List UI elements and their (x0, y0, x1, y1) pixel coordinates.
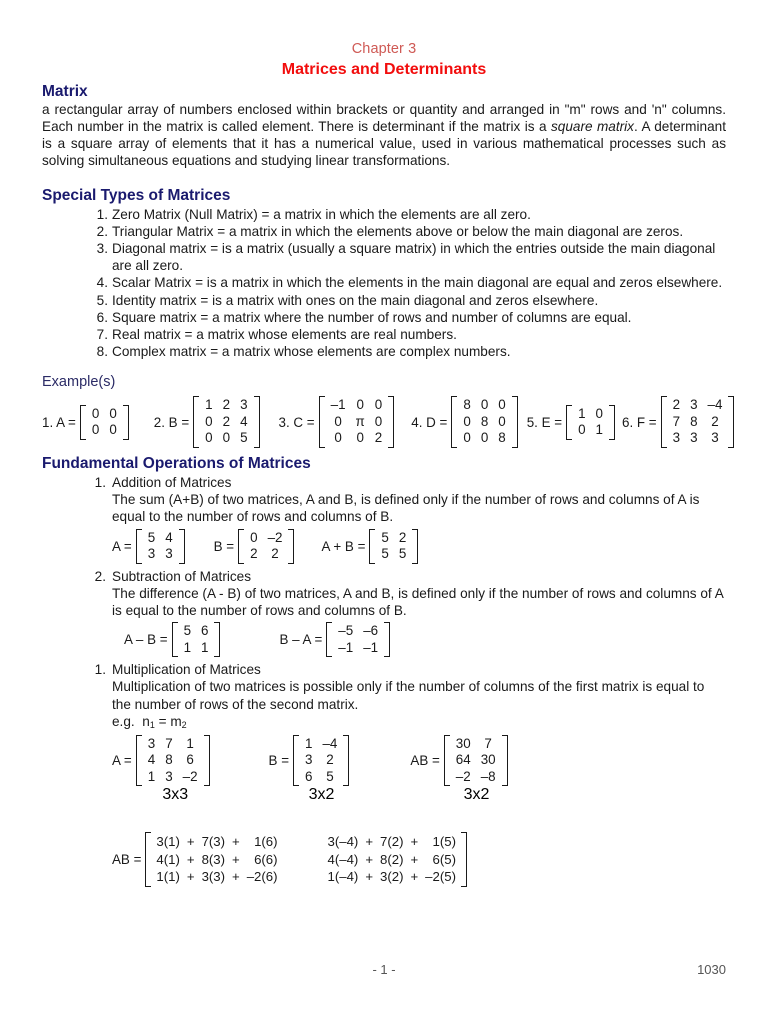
matrix-row (333, 623, 383, 640)
matrix-cell: 3 (690, 397, 698, 413)
matrix-definition-part2: . A determinant is a square array of elements that it has a numerical value, used in various mathematical processes such as solving simultaneous equations and studying linear transformations. (42, 118, 726, 168)
matrix-cell: 3 (147, 546, 156, 562)
matrix-row (200, 430, 252, 447)
list-item-number: 1. (96, 206, 108, 222)
list-item (90, 274, 726, 291)
list-item-number: 2. (96, 223, 108, 239)
matrix-cell: 0 (356, 397, 364, 413)
page-number: - 1 - (372, 962, 396, 977)
list-item-number: 5. (96, 292, 108, 308)
plus-operator: + (365, 851, 374, 867)
matrix-row (300, 769, 342, 786)
matrix-bracket (145, 832, 467, 887)
matrix-grid (143, 736, 203, 786)
matrix-cell: 2 (672, 397, 681, 413)
matrix-row (458, 414, 510, 431)
matrix-cell: 0 (463, 430, 471, 446)
operation-subtraction-title (42, 568, 726, 585)
matrix-cell: 5 (183, 623, 192, 639)
list-item-label: Complex matrix = a matrix whose elements are complex numbers. (112, 344, 511, 360)
plus-operator: + (365, 834, 374, 850)
operation-number: 1. (94, 474, 106, 490)
matrix-cell: –5 (338, 623, 354, 639)
matrix-row (200, 397, 252, 414)
matrix-cell: 7 (165, 735, 173, 751)
list-item-label: Zero Matrix (Null Matrix) = a matrix in which the elements are all zero. (112, 206, 531, 222)
matrix-cell: 4 (240, 413, 248, 429)
matrix-cell: 6(5) (432, 851, 456, 867)
matrix-cell: 6(6) (254, 851, 278, 867)
matrix-cell: 1(6) (254, 834, 278, 850)
list-item (90, 206, 726, 223)
matrix-grid (333, 623, 383, 656)
example-matrix-D (411, 396, 518, 448)
matrix-cell: 1 (201, 639, 209, 655)
matrix-row (376, 546, 411, 563)
matrix-cell: 2 (222, 413, 231, 429)
matrix-grid (87, 406, 122, 439)
matrix-cell: 0 (480, 397, 489, 413)
example-matrix-B (154, 396, 261, 448)
plus-operator: + (365, 869, 374, 885)
matrix-cell: 1 (147, 768, 156, 784)
matrix-cell: 1 (183, 639, 192, 655)
matrix-bracket (136, 529, 185, 564)
multiplication-matrix-AB (410, 735, 508, 787)
multiplication-matrix-B-group (269, 735, 351, 805)
list-item-label: Real matrix = a matrix whose elements are real numbers. (112, 327, 457, 343)
example-matrix-F-label: 6. F = (622, 414, 657, 430)
matrix-cell: 1 (578, 405, 586, 421)
eg-m-subscript: 2 (181, 719, 187, 730)
matrix-grid (143, 530, 178, 563)
list-item (90, 326, 726, 343)
matrix-cell: 0 (205, 413, 213, 429)
matrix-cell: –2 (455, 768, 471, 784)
plus-operator: + (410, 869, 419, 885)
matrix-row (668, 397, 728, 414)
example-matrix-D-label: 4. D = (411, 414, 448, 430)
matrix-cell: 4(–4) (327, 851, 359, 867)
list-item-number: 7. (96, 327, 108, 343)
matrix-cell: 7 (484, 735, 492, 751)
list-item (90, 309, 726, 326)
plus-operator: + (410, 834, 419, 850)
matrix-row (573, 406, 608, 423)
eg-m: m (170, 713, 182, 729)
matrix-row (179, 623, 214, 640)
example-matrix-A-label: 1. A = (42, 414, 76, 430)
matrix-row (245, 530, 287, 547)
matrix-row (87, 422, 122, 439)
special-types-list (42, 206, 726, 361)
matrix-cell: 2 (222, 397, 231, 413)
addition-matrix-sum (321, 529, 419, 564)
list-item (90, 223, 726, 240)
matrix-cell: 0 (91, 422, 100, 438)
matrix-cell: 3(–4) (327, 834, 359, 850)
matrix-cell: 0 (595, 405, 603, 421)
list-item-number: 8. (96, 344, 108, 360)
matrix-cell: 0 (250, 529, 258, 545)
matrix-row (143, 736, 203, 753)
matrix-grid (573, 406, 608, 439)
plus-operator: + (186, 869, 195, 885)
matrix-cell: –2 (182, 768, 198, 784)
column-gap (282, 833, 324, 851)
multiplication-expansion-label: AB = (112, 852, 142, 868)
matrix-row (458, 397, 510, 414)
page-content (42, 40, 726, 887)
matrix-cell: –1 (363, 639, 379, 655)
list-item-label: Square matrix = a matrix where the number of rows and number of columns are equal. (112, 309, 632, 325)
matrix-cell: 8(2) (380, 851, 404, 867)
operation-addition-description: The sum (A+B) of two matrices, A and B, is defined only if the number of rows and columns of A is equal to the number of rows and columns of B. (112, 492, 700, 525)
matrix-cell: 4(1) (156, 851, 180, 867)
matrix-cell: 5 (398, 546, 407, 562)
matrix-bracket (326, 622, 390, 657)
subtraction-matrix-row (42, 622, 726, 657)
matrix-cell: –4 (322, 735, 338, 751)
matrix-bracket (172, 622, 221, 657)
matrix-row (326, 397, 388, 414)
matrix-cell: 30 (480, 752, 496, 768)
matrix-cell: 0 (334, 413, 342, 429)
matrix-row (152, 868, 460, 886)
list-item-number: 4. (96, 275, 108, 291)
multiplication-matrix-AB-label: AB = (410, 753, 440, 769)
section-heading-operations: Fundamental Operations of Matrices (42, 454, 311, 472)
examples-matrix-row (42, 396, 726, 448)
matrix-row (376, 530, 411, 547)
operation-title-label: Addition of Matrices (112, 474, 232, 490)
matrix-grid (458, 397, 510, 447)
matrix-cell: 0 (374, 397, 383, 413)
matrix-cell: 7(3) (201, 834, 226, 850)
matrix-row (152, 833, 460, 851)
matrix-row (143, 546, 178, 563)
multiplication-matrix-B-dimension: 3x2 (308, 786, 335, 804)
eg-n-subscript: 1 (149, 719, 155, 730)
matrix-cell: 2 (398, 529, 407, 545)
matrix-cell: 6 (186, 752, 194, 768)
eg-prefix: e.g. (112, 713, 135, 729)
multiplication-matrix-A-group (112, 735, 211, 805)
matrix-grid (152, 833, 460, 886)
multiplication-expansion (112, 832, 468, 887)
matrix-cell: 2 (374, 430, 383, 446)
matrix-row (458, 430, 510, 447)
matrix-cell: 1 (186, 735, 194, 751)
matrix-cell: –8 (480, 768, 496, 784)
subtraction-matrix-BA (279, 622, 391, 657)
matrix-cell: 3 (672, 430, 681, 446)
matrix-row (143, 752, 203, 769)
matrix-cell: 3 (165, 768, 173, 784)
page-footer (42, 962, 726, 982)
example-matrix-E (527, 405, 616, 440)
footer-code: 1030 (697, 962, 726, 977)
matrix-bracket (369, 529, 418, 564)
subtraction-matrix-AB (124, 622, 221, 657)
section-heading-special-types: Special Types of Matrices (42, 186, 231, 204)
matrix-row (451, 752, 501, 769)
matrix-cell: 8 (498, 430, 506, 446)
matrix-cell: 4 (165, 529, 173, 545)
list-item-number: 6. (96, 309, 108, 325)
matrix-definition-paragraph (42, 102, 726, 170)
subtraction-matrix-BA-label: B – A = (279, 632, 323, 648)
matrix-cell: 8 (165, 752, 173, 768)
column-gap (282, 851, 324, 869)
matrix-bracket (444, 735, 508, 787)
matrix-cell: 5 (240, 430, 248, 446)
matrix-grid (668, 397, 728, 447)
matrix-cell: 3 (165, 546, 173, 562)
matrix-row (152, 851, 460, 869)
matrix-cell: 8 (480, 413, 489, 429)
plus-operator: + (186, 834, 195, 850)
operation-number: 2. (94, 568, 106, 584)
plus-operator: + (410, 851, 419, 867)
matrix-cell: 5 (381, 529, 389, 545)
matrix-cell: 1(1) (156, 869, 180, 885)
matrix-row (326, 414, 388, 431)
matrix-row (200, 414, 252, 431)
matrix-bracket (319, 396, 395, 448)
addition-matrix-A (112, 529, 186, 564)
matrix-cell: 0 (205, 430, 213, 446)
list-item-label: Diagonal matrix = is a matrix (usually a square matrix) in which the entries outside the main diagonal are all zero. (112, 241, 716, 274)
eg-equals: = (158, 713, 167, 729)
matrix-cell: 1(–4) (327, 869, 359, 885)
matrix-cell: 3(3) (201, 869, 226, 885)
example-matrix-C-label: 3. C = (278, 414, 315, 430)
matrix-cell: 2 (711, 413, 719, 429)
operation-multiplication-example-note (42, 713, 726, 732)
matrix-bracket (136, 735, 210, 787)
matrix-row (300, 752, 342, 769)
matrix-cell: 8 (463, 397, 471, 413)
matrix-cell: 0 (91, 405, 100, 421)
example-matrix-B-label: 2. B = (153, 414, 190, 430)
plus-operator: + (186, 851, 195, 867)
matrix-row (245, 546, 287, 563)
matrix-grid (179, 623, 214, 656)
matrix-cell: 6 (305, 768, 313, 784)
matrix-grid (245, 530, 287, 563)
matrix-cell: 0 (334, 430, 342, 446)
operation-multiplication-title (42, 661, 726, 678)
matrix-cell: 0 (356, 430, 364, 446)
multiplication-matrix-A (112, 735, 211, 787)
matrix-cell: 0 (109, 405, 117, 421)
matrix-row (573, 422, 608, 439)
matrix-cell: 1(5) (432, 834, 456, 850)
operation-title-label: Multiplication of Matrices (112, 662, 261, 678)
matrix-cell: –4 (707, 397, 723, 413)
matrix-row (451, 736, 501, 753)
matrix-cell: 1 (595, 422, 603, 438)
list-item-label: Triangular Matrix = a matrix in which the elements above or below the main diagonal are zeros. (112, 223, 684, 239)
matrix-cell: 7 (672, 413, 681, 429)
matrix-cell: 0 (480, 430, 489, 446)
matrix-cell: 0 (498, 397, 506, 413)
multiplication-matrix-B-label: B = (268, 753, 290, 769)
matrix-grid (200, 397, 252, 447)
column-gap (282, 868, 324, 886)
example-matrix-F (622, 396, 735, 448)
matrix-cell: 1 (205, 397, 213, 413)
operation-subtraction-description: The difference (A - B) of two matrices, A and B, is defined only if the number of rows and columns of A is equal to the number of rows and columns of B. (112, 585, 724, 618)
matrix-cell: 3 (690, 430, 698, 446)
matrix-cell: 3 (240, 397, 248, 413)
matrix-cell: 6 (201, 623, 209, 639)
addition-matrix-B-label: B = (213, 538, 235, 554)
multiplication-expansion-row (42, 832, 726, 887)
matrix-definition-italic: square matrix (550, 118, 634, 134)
section-heading-matrix: Matrix (42, 83, 88, 100)
matrix-cell: 4 (147, 752, 156, 768)
matrix-cell: 3 (711, 430, 719, 446)
matrix-bracket (238, 529, 294, 564)
list-item (90, 240, 726, 274)
addition-matrix-B (214, 529, 296, 564)
multiplication-matrix-A-label: A = (112, 753, 132, 769)
matrix-bracket (193, 396, 259, 448)
matrix-cell: 0 (374, 413, 383, 429)
plus-operator: + (232, 851, 240, 867)
matrix-cell: 0 (222, 430, 231, 446)
matrix-cell: 8(3) (201, 851, 226, 867)
operation-addition-title (42, 474, 726, 491)
multiplication-matrix-row (42, 735, 726, 805)
chapter-label: Chapter 3 (351, 41, 417, 57)
list-item-label: Identity matrix = is a matrix with ones on the main diagonal and zeros elsewhere. (112, 292, 599, 308)
list-item-number: 3. (96, 241, 108, 257)
matrix-row (451, 769, 501, 786)
matrix-grid (376, 530, 411, 563)
matrix-row (333, 640, 383, 657)
matrix-cell: 5 (381, 546, 389, 562)
matrix-row (326, 430, 388, 447)
matrix-row (143, 769, 203, 786)
multiplication-matrix-AB-group (410, 735, 508, 805)
matrix-bracket (661, 396, 735, 448)
matrix-cell: 0 (578, 422, 586, 438)
matrix-cell: –2(6) (246, 869, 278, 885)
matrix-cell: 8 (690, 413, 698, 429)
matrix-bracket (451, 396, 517, 448)
matrix-definition-part1: a rectangular array of numbers enclosed within brackets or quantity and arranged in "m" rows and 'n" columns. Each number in the matrix is called element. There is determinant if the matrix is a (42, 102, 726, 134)
plus-operator: + (232, 834, 240, 850)
matrix-cell: 64 (455, 752, 471, 768)
matrix-cell: 2 (271, 546, 279, 562)
addition-matrix-row (42, 529, 726, 564)
matrix-row (143, 530, 178, 547)
matrix-grid (326, 397, 388, 447)
operation-multiplication-description: Multiplication of two matrices is possible only if the number of columns of the first matrix is equal to the number of rows of the second matrix. (112, 679, 705, 712)
multiplication-matrix-AB-dimension: 3x2 (463, 786, 490, 804)
matrix-cell: 30 (455, 735, 471, 751)
matrix-cell: 0 (463, 413, 471, 429)
matrix-cell: 0 (109, 422, 117, 438)
matrix-cell: 1 (305, 735, 313, 751)
matrix-cell: –1 (338, 639, 354, 655)
matrix-cell: 5 (326, 768, 334, 784)
matrix-cell: 7(2) (380, 834, 404, 850)
matrix-row (179, 640, 214, 657)
list-item (90, 343, 726, 360)
matrix-cell: 3 (305, 752, 313, 768)
matrix-cell: 2 (326, 752, 334, 768)
matrix-row (300, 736, 342, 753)
matrix-grid (300, 736, 342, 786)
example-matrix-C (279, 396, 396, 448)
matrix-cell: 2 (250, 546, 258, 562)
operation-number: 1. (94, 662, 106, 678)
matrix-bracket (566, 405, 615, 440)
matrix-cell: –2(5) (425, 869, 456, 885)
example-matrix-E-label: 5. E = (526, 414, 563, 430)
eg-n: n (142, 713, 150, 729)
operation-title-label: Subtraction of Matrices (112, 568, 252, 584)
list-item-label: Scalar Matrix = is a matrix in which the elements in the main diagonal are equal and zeros elsewhere. (112, 275, 723, 291)
matrix-row (87, 406, 122, 423)
matrix-bracket (293, 735, 349, 787)
matrix-cell: 3(1) (156, 834, 180, 850)
examples-label: Example(s) (42, 374, 116, 391)
matrix-row (668, 430, 728, 447)
matrix-cell: 3(2) (380, 869, 404, 885)
matrix-cell: 0 (498, 413, 506, 429)
addition-matrix-A-label: A = (112, 538, 132, 554)
plus-operator: + (232, 869, 240, 885)
example-matrix-A (42, 405, 130, 440)
subtraction-matrix-AB-label: A – B = (124, 632, 168, 648)
multiplication-matrix-A-dimension: 3x3 (162, 786, 189, 804)
matrix-cell: –6 (363, 623, 379, 639)
matrix-cell: 5 (147, 529, 156, 545)
page-title: Matrices and Determinants (281, 61, 487, 78)
matrix-cell: π (355, 413, 365, 429)
matrix-cell: –1 (330, 397, 346, 413)
matrix-cell: –2 (267, 529, 283, 545)
matrix-grid (451, 736, 501, 786)
addition-matrix-sum-label: A + B = (321, 538, 366, 554)
multiplication-matrix-B (269, 735, 351, 787)
matrix-row (668, 414, 728, 431)
matrix-cell: 3 (147, 735, 156, 751)
matrix-bracket (80, 405, 129, 440)
list-item (90, 292, 726, 309)
